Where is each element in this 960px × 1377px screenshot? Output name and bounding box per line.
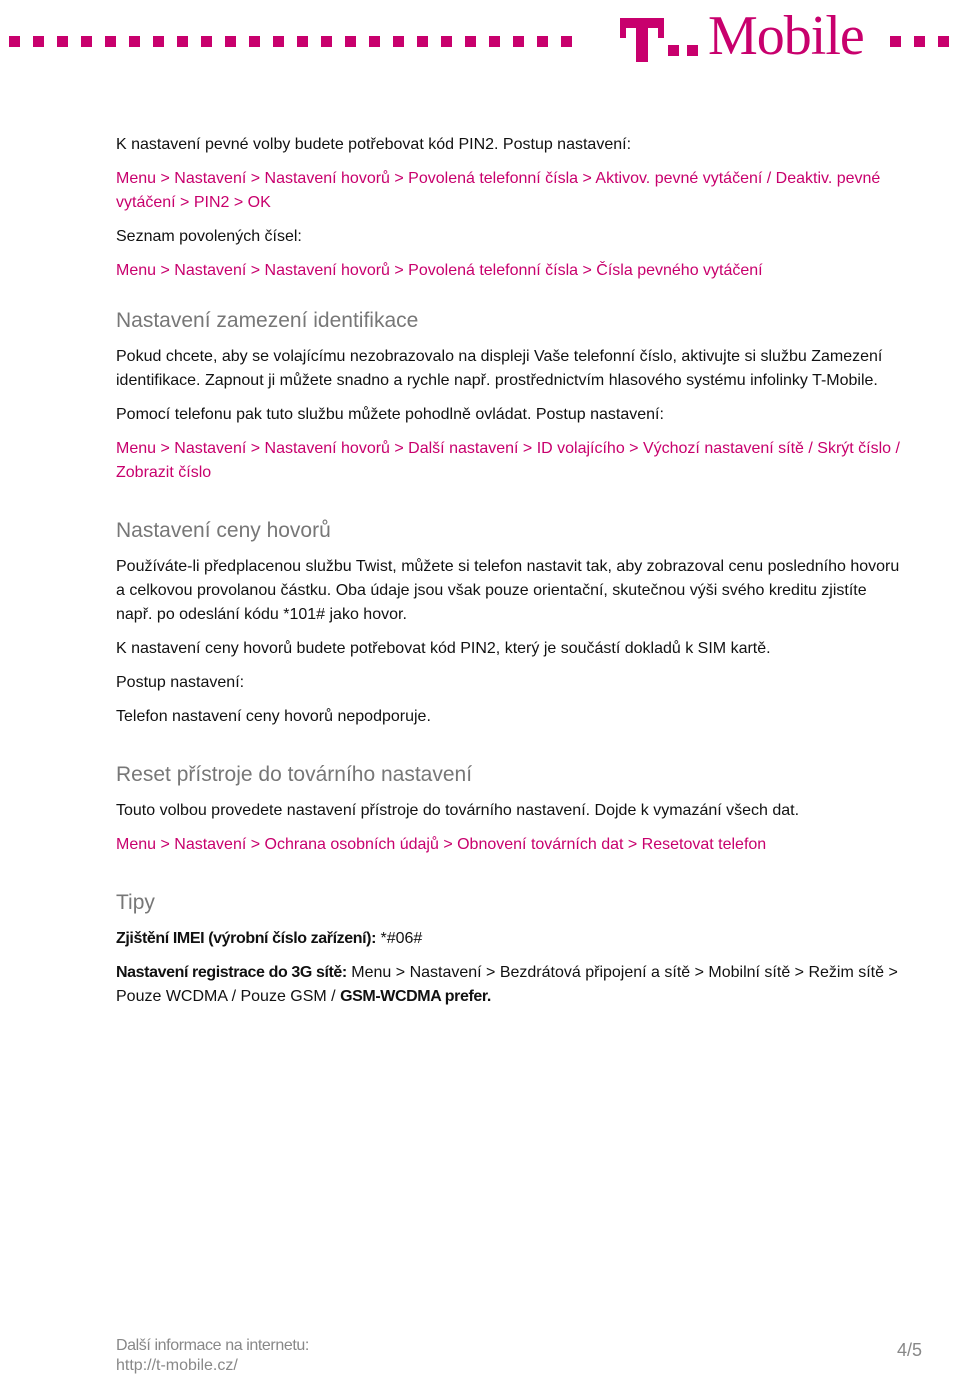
call-cost-text-4: Telefon nastavení ceny hovorů nepodporuje. [116, 708, 431, 725]
caller-id-path: Menu > Nastavení > Nastavení hovorů > Další nastavení > ID volajícího > Výchozí nastavení sítě / Skrýt číslo / Zobrazit číslo [116, 440, 900, 481]
tip-imei [116, 927, 906, 951]
reset-path: Menu > Nastavení > Ochrana osobních údajů > Obnovení továrních dat > Resetovat telefon [116, 836, 767, 853]
tips-heading: Tipy [116, 891, 155, 914]
tip-imei-value: *#06# [376, 930, 423, 947]
caller-id-text-1: Pokud chcete, aby se volajícímu nezobrazovalo na displeji Vaše telefonní číslo, aktivujte si službu Zamezení identifikace. Zapnout ji můžete snadno a rychle např. prostřednictvím hlasového systému infolinky T-Mobile. [116, 348, 883, 389]
tip-network-bold-end: GSM-WCDMA prefer. [340, 988, 491, 1005]
caller-id-text-2: Pomocí telefonu pak tuto službu můžete pohodlně ovládat. Postup nastavení: [116, 406, 664, 423]
dotted-band-left [9, 36, 572, 47]
reset-heading: Reset přístroje do továrního nastavení [116, 763, 473, 786]
pin2-path-list: Menu > Nastavení > Nastavení hovorů > Povolená telefonní čísla > Čísla pevného vytáčení [116, 262, 763, 279]
reset-text: Touto volbou provedete nastavení přístroje do továrního nastavení. Dojde k vymazání všech dat. [116, 802, 800, 819]
dotted-band-right [890, 36, 949, 47]
pin2-intro: K nastavení pevné volby budete potřebovat kód PIN2. Postup nastavení: [116, 136, 632, 153]
tip-network [116, 961, 906, 1009]
tip-network-label: Nastavení registrace do 3G sítě: [116, 964, 347, 981]
pin2-path-activate: Menu > Nastavení > Nastavení hovorů > Povolená telefonní čísla > Aktivov. pevné vytáčení / Deaktiv. pevné vytáčení > PIN2 > OK [116, 170, 881, 211]
tmobile-logo [620, 6, 864, 66]
call-cost-text-3: Postup nastavení: [116, 674, 245, 691]
page-footer [116, 1336, 309, 1376]
t-logo-icon [620, 8, 664, 64]
page-header [0, 0, 960, 80]
tip-network-value: Menu > Nastavení > Bezdrátová připojení a sítě > Mobilní sítě > Režim sítě > Pouze WCDMA / Pouze GSM / [116, 964, 898, 1005]
caller-id-heading: Nastavení zamezení identifikace [116, 309, 419, 332]
footer-url-link[interactable]: http://t-mobile.cz/ [116, 1357, 238, 1374]
pin2-list-label: Seznam povolených čísel: [116, 228, 302, 245]
logo-wordmark: Mobile [708, 5, 864, 67]
call-cost-text-1: Používáte-li předplacenou službu Twist, můžete si telefon nastavit tak, aby zobrazoval cenu posledního hovoru a celkovou provolanou částku. Oba údaje jsou však pouze orientační, skutečnou výši svého kreditu zjistíte např. po odeslání kódu *101# jako hovor. [116, 558, 900, 623]
document-body [116, 133, 906, 1019]
call-cost-heading: Nastavení ceny hovorů [116, 519, 331, 542]
footer-label: Další informace na internetu: [116, 1337, 309, 1354]
call-cost-text-2: K nastavení ceny hovorů budete potřebovat kód PIN2, který je součástí dokladů k SIM kartě. [116, 640, 771, 657]
tip-imei-label: Zjištění IMEI (výrobní číslo zařízení): [116, 930, 377, 947]
logo-dots [668, 45, 698, 56]
page-number: 4/5 [896, 1340, 922, 1360]
